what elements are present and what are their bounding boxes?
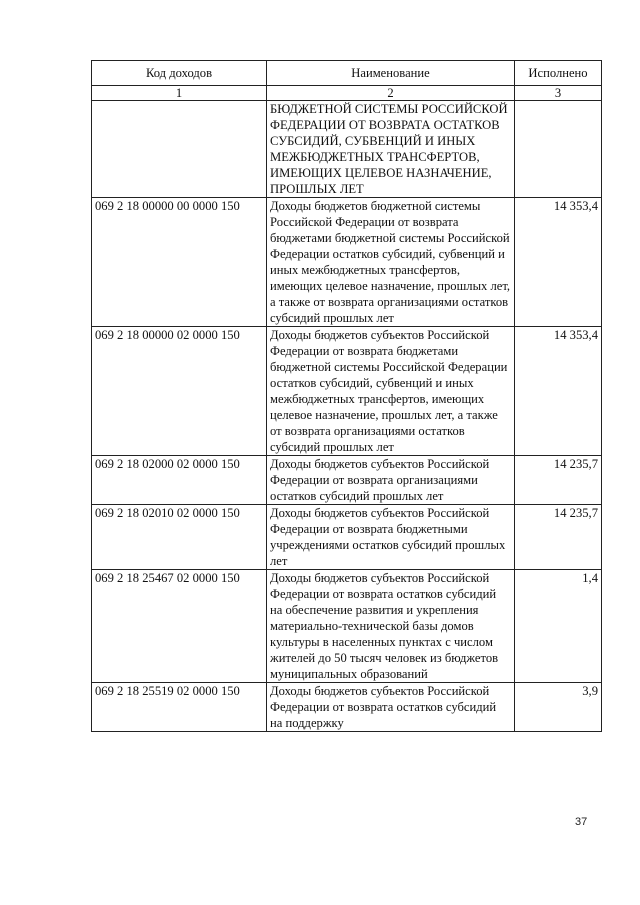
name-cell: Доходы бюджетов субъектов Российской Федерации от возврата остатков субсидий на обеспечение развития и укрепления материально-технической базы домов культуры в населенных пунктах с числом жителей до 50 тысяч человек из бюджетов муниципальных образований (267, 570, 515, 683)
amount-cell: 14 235,7 (515, 456, 602, 505)
amount-cell: 14 353,4 (515, 198, 602, 327)
name-cell: БЮДЖЕТНОЙ СИСТЕМЫ РОССИЙСКОЙ ФЕДЕРАЦИИ ОТ ВОЗВРАТА ОСТАТКОВ СУБСИДИЙ, СУБВЕНЦИЙ И ИНЫХ МЕЖБЮДЖЕТНЫХ ТРАНСФЕРТОВ, ИМЕЮЩИХ ЦЕЛЕВОЕ НАЗНАЧЕНИЕ, ПРОШЛЫХ ЛЕТ (267, 101, 515, 198)
name-cell: Доходы бюджетов бюджетной системы Российской Федерации от возврата бюджетами бюджетной системы Российской Федерации остатков субсидий, субвенций и иных межбюджетных трансфертов, имеющих целевое назначение, прошлых лет, а также от возврата организациями остатков субсидий прошлых лет (267, 198, 515, 327)
table-row (92, 101, 602, 198)
income-code-cell: 069 2 18 00000 02 0000 150 (92, 327, 267, 456)
column-number-row (92, 86, 602, 101)
column-number-3: 3 (515, 86, 602, 101)
table-row (92, 683, 602, 732)
amount-cell: 3,9 (515, 683, 602, 732)
table-row (92, 505, 602, 570)
table-row (92, 327, 602, 456)
name-cell: Доходы бюджетов субъектов Российской Федерации от возврата организациями остатков субсидий прошлых лет (267, 456, 515, 505)
amount-cell: 14 235,7 (515, 505, 602, 570)
amount-cell: 1,4 (515, 570, 602, 683)
income-code-cell: 069 2 18 02000 02 0000 150 (92, 456, 267, 505)
table-row (92, 456, 602, 505)
header-income-code: Код доходов (92, 61, 267, 86)
header-name: Наименование (267, 61, 515, 86)
amount-cell (515, 101, 602, 198)
revenue-table (91, 60, 602, 732)
income-code-cell: 069 2 18 00000 00 0000 150 (92, 198, 267, 327)
income-code-cell (92, 101, 267, 198)
income-code-cell: 069 2 18 25467 02 0000 150 (92, 570, 267, 683)
amount-cell: 14 353,4 (515, 327, 602, 456)
table-row (92, 198, 602, 327)
name-cell: Доходы бюджетов субъектов Российской Федерации от возврата бюджетными учреждениями остатков субсидий прошлых лет (267, 505, 515, 570)
name-cell: Доходы бюджетов субъектов Российской Федерации от возврата остатков субсидий на поддержку (267, 683, 515, 732)
table-row (92, 570, 602, 683)
column-number-2: 2 (267, 86, 515, 101)
page-number: 37 (575, 816, 588, 828)
header-executed: Исполнено (515, 61, 602, 86)
income-code-cell: 069 2 18 25519 02 0000 150 (92, 683, 267, 732)
income-code-cell: 069 2 18 02010 02 0000 150 (92, 505, 267, 570)
name-cell: Доходы бюджетов субъектов Российской Федерации от возврата бюджетами бюджетной системы Российской Федерации остатков субсидий, субвенций и иных межбюджетных трансфертов, имеющих целевое назначение, прошлых лет, а также от возврата организациями остатков субсидий прошлых лет (267, 327, 515, 456)
column-number-1: 1 (92, 86, 267, 101)
table-header-row (92, 61, 602, 86)
